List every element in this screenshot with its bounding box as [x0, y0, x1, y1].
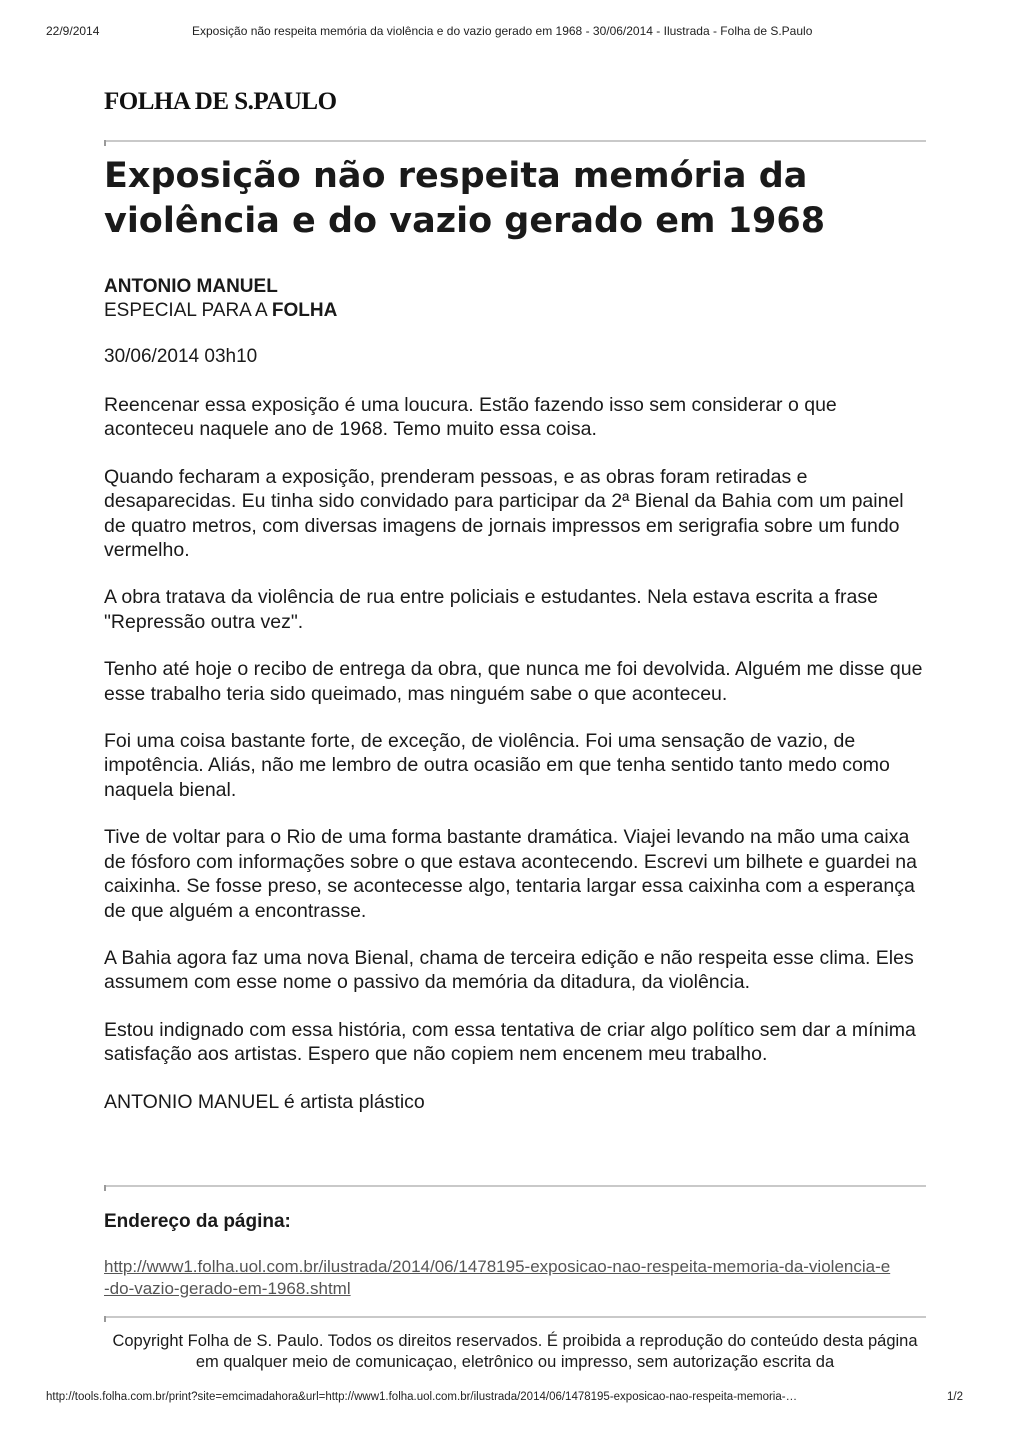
divider-tick	[104, 1185, 106, 1191]
article-paragraph: A obra tratava da violência de rua entre policiais e estudantes. Nela estava escrita a frase "Repressão outra vez".	[104, 586, 878, 633]
article-paragraph: Foi uma coisa bastante forte, de exceção, de violência. Foi uma sensação de vazio, de impotência. Aliás, não me lembro de outra ocasião em que tenha sentido tanto medo como naquela bienal.	[104, 730, 890, 801]
divider-tick	[104, 1316, 106, 1322]
article-paragraph: Reencenar essa exposição é uma loucura. Estão fazendo isso sem considerar o que aconteceu naquele ano de 1968. Temo muito essa coisa.	[104, 394, 837, 441]
top-divider	[104, 140, 926, 142]
special-prefix: ESPECIAL PARA A	[104, 300, 272, 321]
copyright-notice: Copyright Folha de S. Paulo. Todos os direitos reservados. É proibida a reprodução do conteúdo desta página em qualquer meio de comunicaçao, eletrônico ou impresso, sem autorização escrita da	[112, 1332, 918, 1371]
article-author: ANTONIO MANUEL	[104, 276, 278, 297]
article-paragraph: Tenho até hoje o recibo de entrega da obra, que nunca me foi devolvida. Alguém me disse que esse trabalho teria sido queimado, mas ninguém sabe o que aconteceu.	[104, 658, 923, 705]
article-paragraph: Tive de voltar para o Rio de uma forma bastante dramática. Viajei levando na mão uma caixa de fósforo com informações sobre o que estava acontecendo. Escrevi um bilhete e guardei na caixinha. Se fosse preso, se acontecesse algo, tentaria largar essa caixinha com a esperança de que alguém a encontrasse.	[104, 826, 917, 922]
address-divider	[104, 1185, 926, 1187]
article-body	[104, 393, 926, 1137]
article-date: 30/06/2014 03h10	[104, 346, 258, 367]
folha-logo[interactable]: FOLHA DE S.PAULO	[104, 88, 337, 115]
print-header-title: Exposição não respeita memória da violência e do vazio gerado em 1968 - 30/06/2014 - Ilustrada - Folha de S.Paulo	[192, 24, 813, 38]
print-footer-url: http://tools.folha.com.br/print?site=emcimadahora&url=http://www1.folha.uol.com.br/ilustrada/2014/06/1478195-exposicao-nao-respeita-memoria-…	[46, 1391, 798, 1403]
divider-tick	[104, 140, 106, 146]
author-bio: ANTONIO MANUEL é artista plástico	[104, 1090, 425, 1113]
article-paragraph: A Bahia agora faz uma nova Bienal, chama de terceira edição e não respeita esse clima. Eles assumem com esse nome o passivo da memória da ditadura, da violência.	[104, 946, 914, 994]
article-paragraph: Quando fecharam a exposição, prenderam pessoas, e as obras foram retiradas e desaparecidas. Eu tinha sido convidado para participar da 2ª Bienal da Bahia com um painel de quatro metros, com diversas imagens de jornais impressos em serigrafia sobre um fundo vermelho.	[104, 465, 904, 562]
article-headline: Exposição não respeita memória da violência e do vazio gerado em 1968	[104, 156, 826, 241]
special-outlet: FOLHA	[271, 300, 338, 321]
page-address-link[interactable]: http://www1.folha.uol.com.br/ilustrada/2014/06/1478195-exposicao-nao-respeita-memoria-da-violencia-e-do-vazio-gerado-em-1968.shtml	[104, 1257, 891, 1298]
print-footer-page-number: 1/2	[947, 1391, 963, 1403]
address-label: Endereço da página:	[104, 1211, 291, 1232]
print-header-date: 22/9/2014	[46, 24, 100, 38]
article-special-line	[104, 300, 337, 322]
copyright-divider	[104, 1316, 926, 1318]
article-paragraph: Estou indignado com essa história, com essa tentativa de criar algo político sem dar a mínima satisfação aos artistas. Espero que não copiem nem encenem meu trabalho.	[104, 1018, 916, 1066]
